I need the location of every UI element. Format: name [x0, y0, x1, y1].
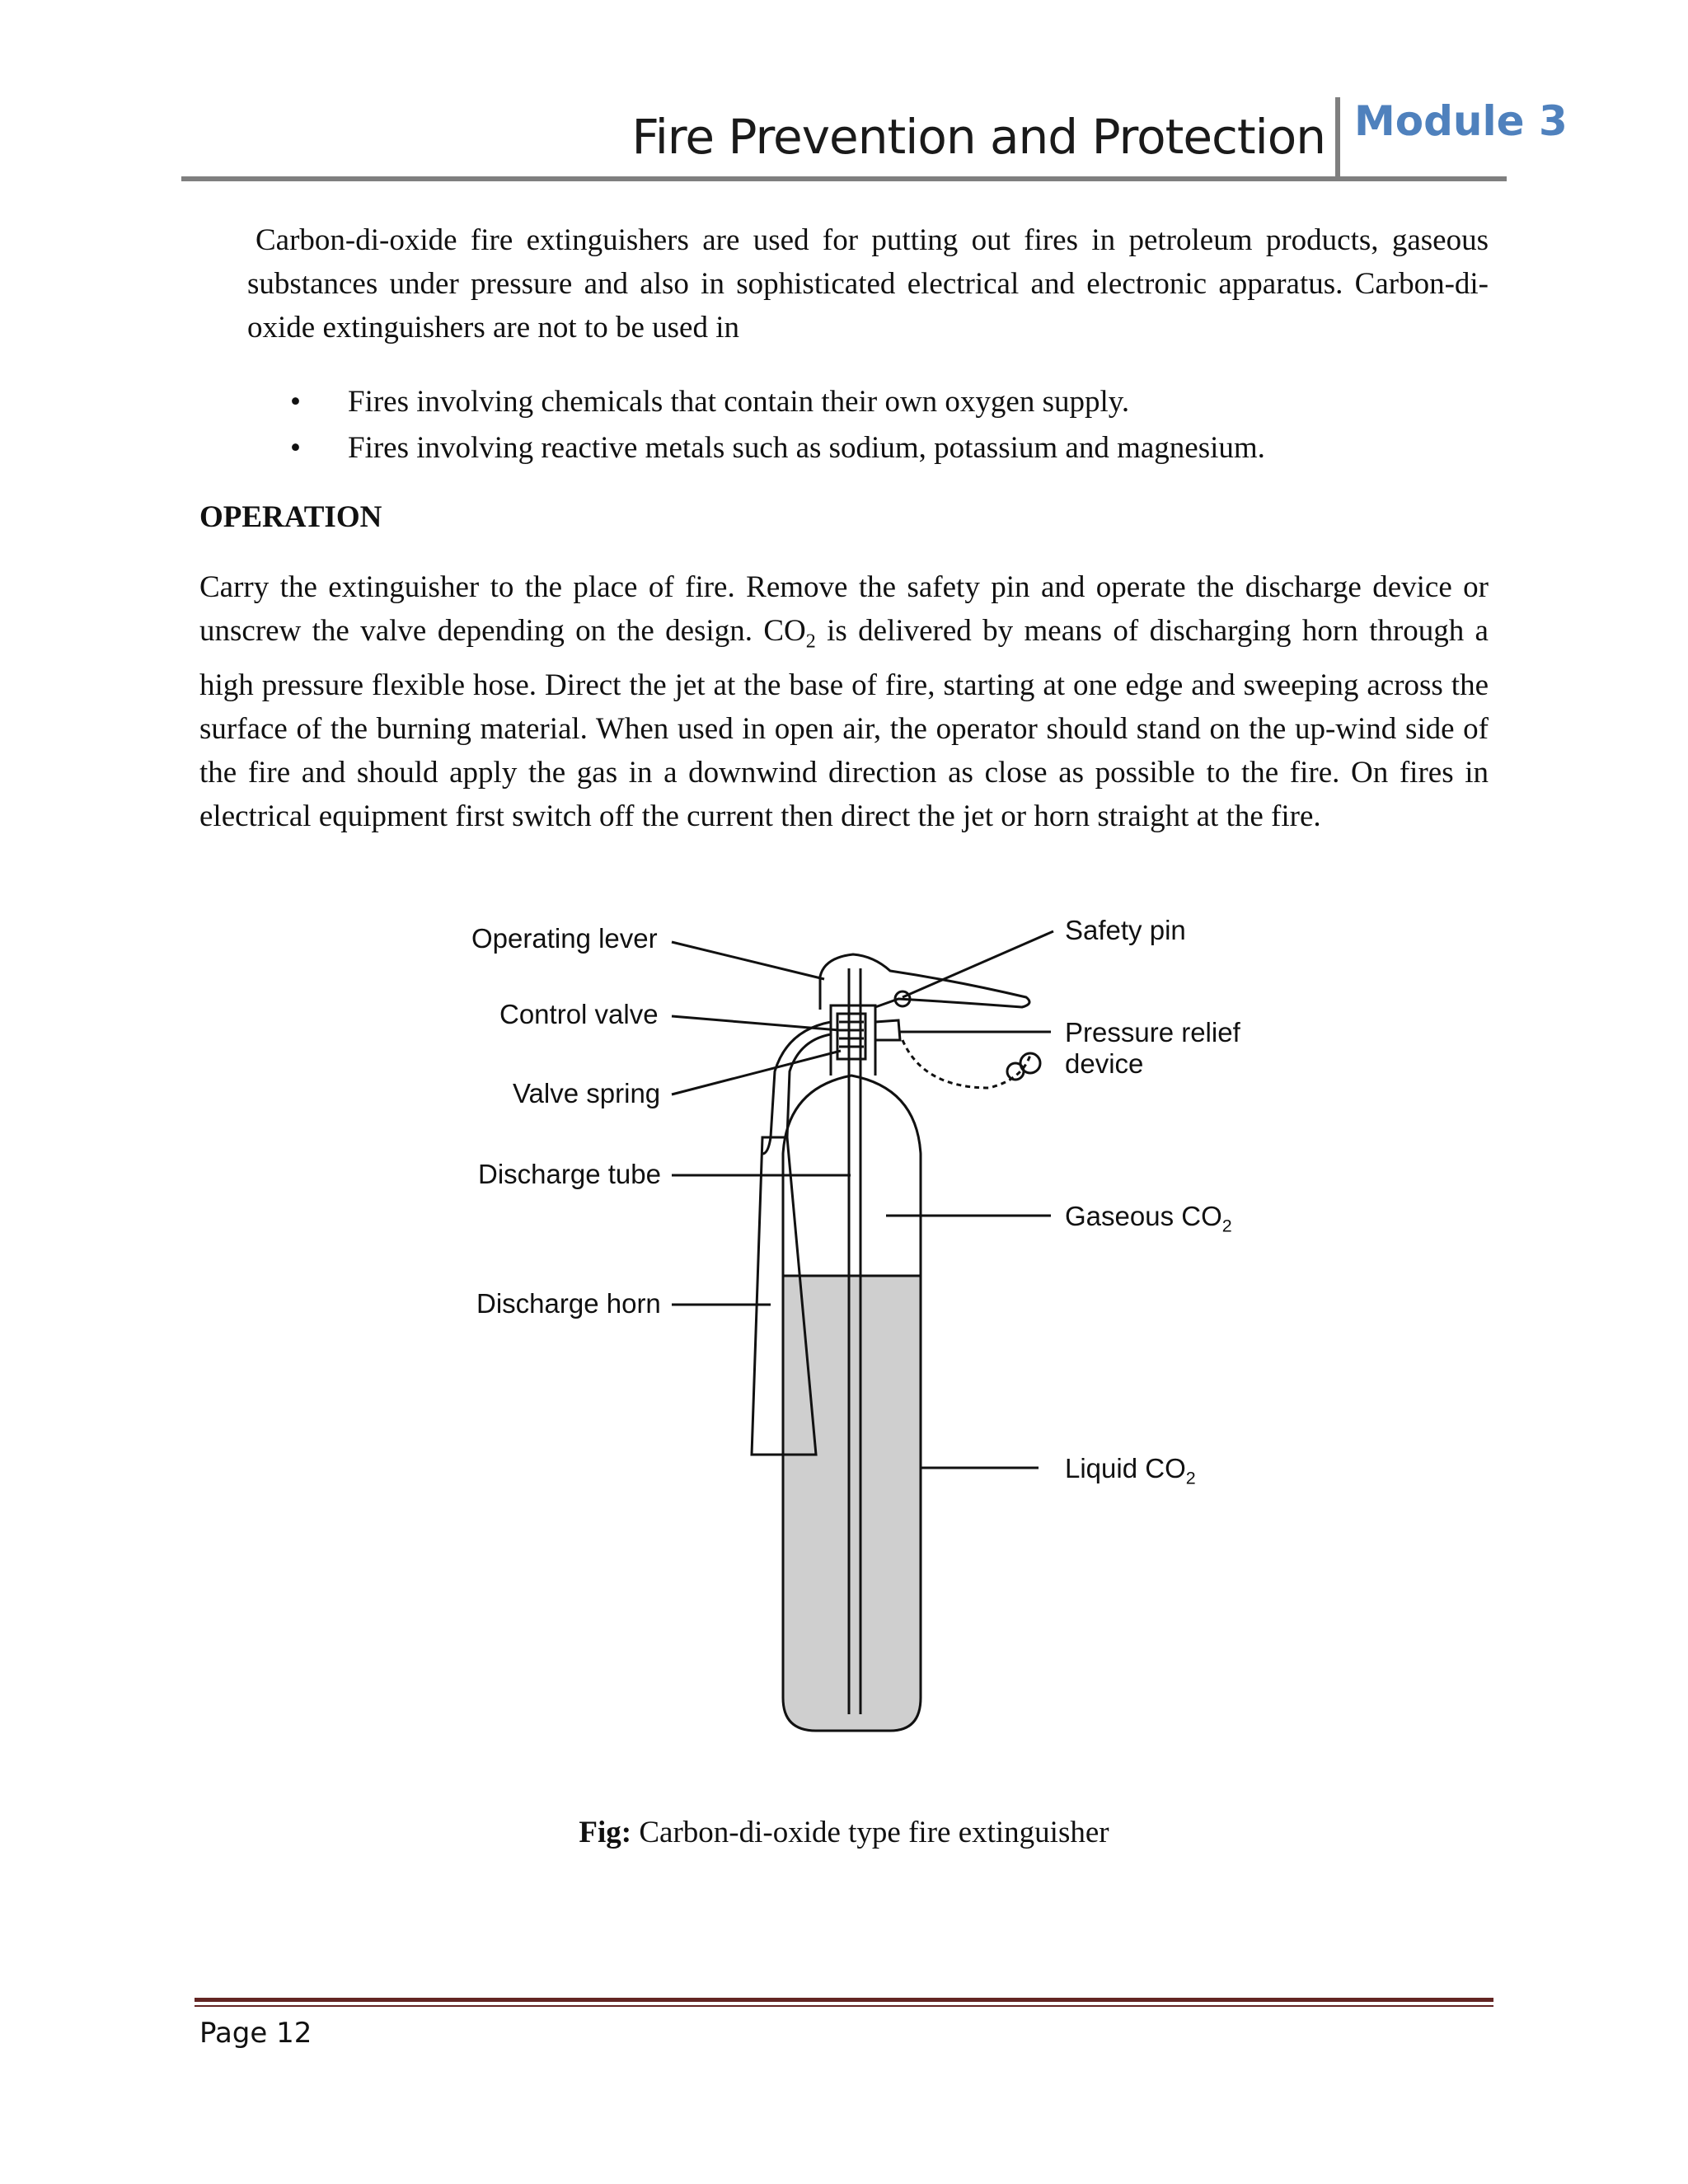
chain-ball — [1007, 1063, 1024, 1080]
leader-valve-spring — [672, 1051, 841, 1094]
gaseous-subscript: 2 — [1221, 1216, 1232, 1236]
footer-rule — [195, 1998, 1493, 2002]
label-discharge-tube: Discharge tube — [478, 1159, 661, 1189]
header-divider — [1335, 97, 1340, 180]
valve-spring — [837, 1014, 865, 1059]
operation-text-a: Carry the extinguisher to the place of fire. Remove the safety pin and operate the discharge device or unscrew the valve depending on the design. CO — [199, 570, 1489, 648]
safety-pin — [895, 991, 910, 1006]
label-safety-pin: Safety pin — [1065, 915, 1186, 945]
caption-prefix: Fig: — [579, 1816, 632, 1849]
chain — [903, 1040, 1030, 1088]
footer-rule-thin — [195, 2005, 1493, 2007]
discharge-horn — [752, 1137, 816, 1455]
label-control-valve: Control valve — [499, 999, 659, 1029]
leader-control-valve — [672, 1016, 839, 1030]
section-heading: OPERATION — [199, 500, 382, 534]
label-pressure-relief-device: device — [1065, 1048, 1144, 1079]
bullet-item: • Fires involving reactive metals such as sodium, potassium and magnesium. — [290, 425, 1265, 471]
label-pressure-relief: Pressure relief — [1065, 1017, 1240, 1047]
operation-paragraph — [199, 565, 1489, 838]
liquid-subscript: 2 — [1185, 1468, 1196, 1488]
header-rule — [181, 176, 1507, 181]
header-title: Fire Prevention and Protection — [631, 109, 1325, 165]
bullet-item: • Fires involving chemicals that contain their own oxygen supply. — [290, 379, 1265, 425]
chain-ball — [1020, 1053, 1040, 1073]
operating-lever — [820, 954, 1029, 1010]
discharge-hose — [762, 1022, 831, 1154]
label-discharge-horn: Discharge horn — [476, 1288, 661, 1319]
spring-coils — [839, 1022, 864, 1047]
cylinder-body — [783, 1076, 921, 1731]
page-number: Page 12 — [199, 2017, 312, 2050]
liquid-text: Liquid CO — [1065, 1453, 1186, 1483]
label-gaseous-co2 — [1065, 1201, 1232, 1242]
caption-text: Carbon-di-oxide type fire extinguisher — [631, 1816, 1109, 1849]
label-valve-spring: Valve spring — [513, 1078, 661, 1108]
bullet-list — [290, 379, 1265, 471]
label-liquid-co2 — [1065, 1453, 1196, 1494]
liquid-co2-fill — [783, 1276, 921, 1731]
label-operating-lever: Operating lever — [471, 923, 658, 954]
operation-text-b: is delivered by means of discharging horn through a high pressure flexible hose. Direct the jet at the base of fire, starting at one edge and sweeping across the surface of the burning material. When used in open air, the operator should stand on the up-wind side of the fire and should apply the gas in a downwind direction as close as possible to the fire. On fires in electrical equipment first switch off the current then direct the jet or horn straight at the fire. — [199, 614, 1489, 834]
header-module: Module 3 — [1354, 97, 1568, 145]
figure-caption — [0, 1815, 1688, 1850]
valve-body — [831, 1005, 875, 1076]
leader-safety-pin — [903, 931, 1053, 997]
co2-subscript: 2 — [805, 630, 816, 653]
intro-paragraph: Carbon-di-oxide fire extinguishers are used for putting out fires in petroleum products, gaseous substances under pressure and also in sophisticated electrical and electronic apparatus. Carbon-di-oxide extinguishers are not to be used in — [247, 223, 1489, 344]
pressure-relief-device — [875, 1020, 900, 1040]
leader-operating-lever — [672, 942, 824, 979]
discharge-hose-outer — [787, 1034, 831, 1137]
gaseous-text: Gaseous CO — [1065, 1201, 1222, 1231]
